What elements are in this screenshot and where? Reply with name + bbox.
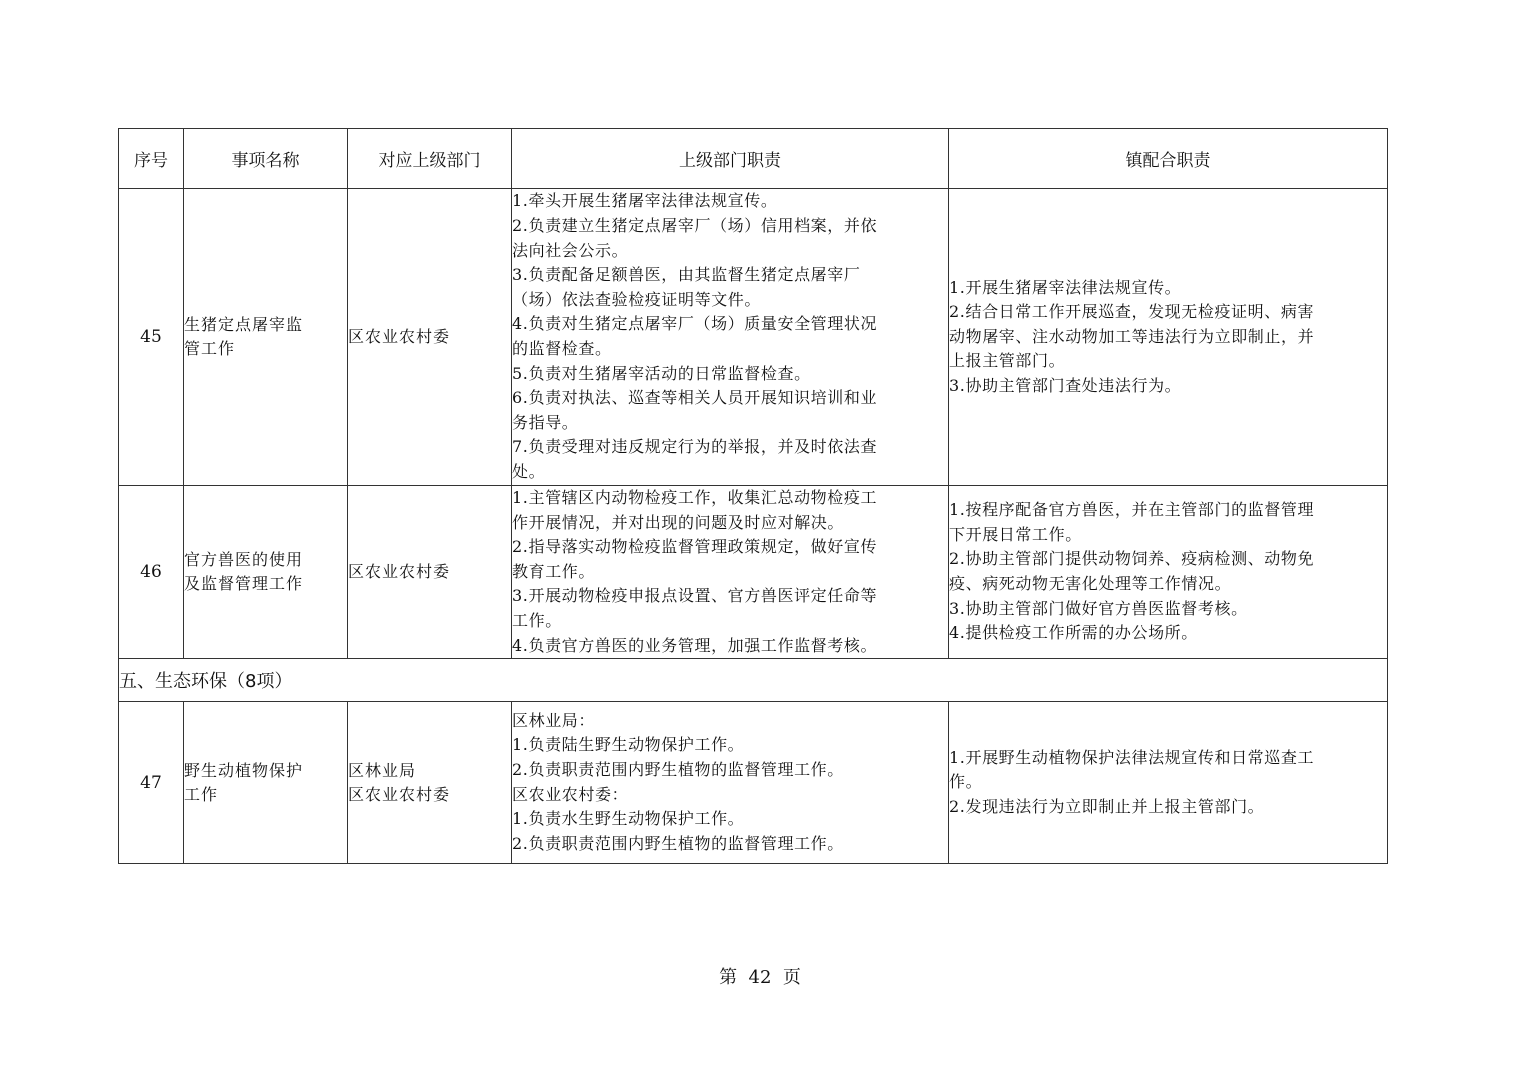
cell-line: 3.负责配备足额兽医，由其监督生猪定点屠宰厂: [512, 265, 861, 285]
cell-line: 区林业局：: [512, 710, 596, 730]
section-title: 五、生态环保（8项）: [119, 659, 1388, 702]
row-name-line: 管工作: [184, 339, 236, 358]
table-row: [119, 702, 1388, 864]
cell-line: （场）依法查验检疫证明等文件。: [512, 289, 762, 309]
cell-line: 处。: [512, 461, 546, 481]
responsibility-table: [118, 128, 1388, 864]
row-name-line: 及监督管理工作: [184, 574, 304, 594]
cell-line: 作。: [949, 772, 983, 792]
cell-line: 6.负责对执法、巡查等相关人员开展知识培训和业: [512, 388, 878, 408]
header-seq: 序号: [119, 129, 184, 189]
row-duty: [512, 189, 949, 486]
cell-line: 3.协助主管部门查处违法行为。: [949, 375, 1182, 395]
table-row: [119, 486, 1388, 659]
cell-line: 疫、病死动物无害化处理等工作情况。: [949, 574, 1232, 594]
cell-line: 4.提供检疫工作所需的办公场所。: [949, 623, 1198, 643]
cell-line: 1.按程序配备官方兽医，并在主管部门的监督管理: [949, 500, 1315, 520]
row-name-line: 官方兽医的使用: [184, 550, 304, 570]
row-dept: [348, 702, 512, 864]
row-seq: 45: [119, 189, 184, 486]
row-dept-line: 区农业农村委: [348, 327, 451, 346]
cell-line: 4.负责对生猪定点屠宰厂（场）质量安全管理状况: [512, 314, 878, 334]
page-number: 第 42 页: [719, 967, 801, 988]
cell-line: 1.牵头开展生猪屠宰法律法规宣传。: [512, 191, 778, 211]
cell-line: 1.负责陆生野生动物保护工作。: [512, 735, 745, 755]
cell-line: 1.负责水生野生动物保护工作。: [512, 809, 745, 829]
cell-line: 4.负责官方兽医的业务管理，加强工作监督考核。: [512, 635, 878, 655]
row-duty: [512, 486, 949, 659]
section-row: [119, 659, 1388, 702]
cell-line: 2.负责职责范围内野生植物的监督管理工作。: [512, 760, 844, 780]
cell-line: 2.负责职责范围内野生植物的监督管理工作。: [512, 833, 844, 853]
cell-line: 上报主管部门。: [949, 351, 1066, 371]
row-name-line: 工作: [184, 784, 219, 804]
cell-line: 2.发现违法行为立即制止并上报主管部门。: [949, 796, 1265, 816]
row-name-line: 生猪定点屠宰监: [184, 315, 304, 334]
row-seq: 47: [119, 702, 184, 864]
cell-line: 动物屠宰、注水动物加工等违法行为立即制止，并: [949, 326, 1315, 346]
cell-line: 1.开展野生动植物保护法律法规宣传和日常巡查工: [949, 747, 1315, 767]
cell-line: 法向社会公示。: [512, 240, 629, 260]
row-town: [949, 702, 1388, 864]
row-town: [949, 189, 1388, 486]
row-name-line: 野生动植物保护: [184, 760, 304, 780]
row-dept-line: 区农业农村委: [348, 562, 451, 582]
cell-line: 下开展日常工作。: [949, 524, 1082, 544]
row-name: [184, 702, 348, 864]
cell-line: 2.结合日常工作开展巡查，发现无检疫证明、病害: [949, 302, 1315, 322]
row-dept: [348, 486, 512, 659]
row-duty: [512, 702, 949, 864]
cell-line: 2.指导落实动物检疫监督管理政策规定，做好宣传: [512, 537, 878, 557]
cell-line: 2.负责建立生猪定点屠宰厂（场）信用档案，并依: [512, 216, 878, 236]
table-header-row: [119, 129, 1388, 189]
row-town: [949, 486, 1388, 659]
cell-line: 工作。: [512, 610, 562, 630]
table-row: [119, 189, 1388, 486]
header-dept: 对应上级部门: [348, 129, 512, 189]
cell-line: 2.协助主管部门提供动物饲养、疫病检测、动物免: [949, 549, 1315, 569]
row-name: [184, 486, 348, 659]
row-dept: [348, 189, 512, 486]
cell-line: 教育工作。: [512, 561, 596, 581]
row-dept-line: 区林业局: [348, 760, 417, 780]
cell-line: 区农业农村委：: [512, 784, 629, 804]
cell-line: 务指导。: [512, 412, 579, 432]
cell-line: 3.协助主管部门做好官方兽医监督考核。: [949, 598, 1248, 618]
header-duty: 上级部门职责: [512, 129, 949, 189]
row-seq: 46: [119, 486, 184, 659]
cell-line: 作开展情况，并对出现的问题及时应对解决。: [512, 512, 845, 532]
header-town: 镇配合职责: [949, 129, 1388, 189]
cell-line: 3.开展动物检疫申报点设置、官方兽医评定任命等: [512, 586, 878, 606]
cell-line: 1.开展生猪屠宰法律法规宣传。: [949, 277, 1182, 297]
cell-line: 7.负责受理对违反规定行为的举报，并及时依法查: [512, 437, 878, 457]
row-name: [184, 189, 348, 486]
cell-line: 1.主管辖区内动物检疫工作，收集汇总动物检疫工: [512, 488, 878, 507]
row-dept-line: 区农业农村委: [348, 784, 451, 804]
header-name: 事项名称: [184, 129, 348, 189]
cell-line: 的监督检查。: [512, 339, 612, 358]
cell-line: 5.负责对生猪屠宰活动的日常监督检查。: [512, 363, 811, 383]
